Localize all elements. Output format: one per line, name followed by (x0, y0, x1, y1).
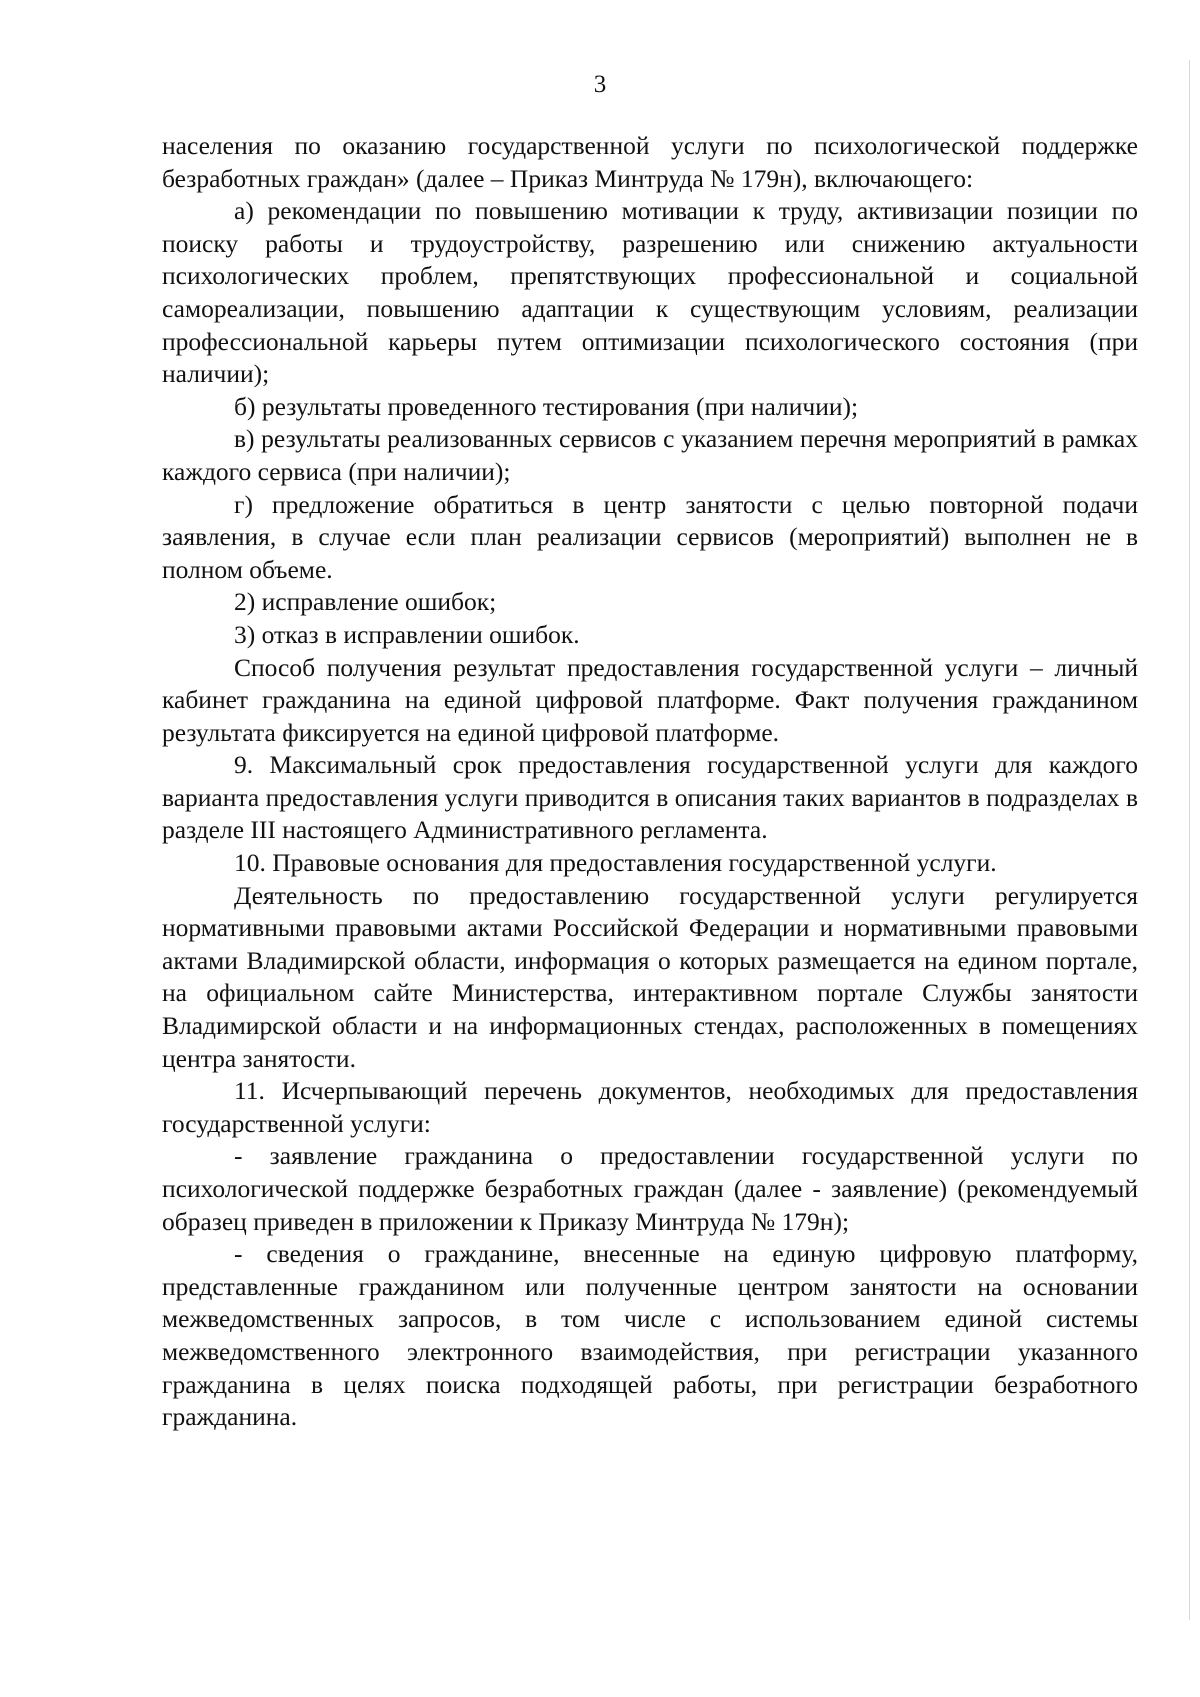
paragraph-list-citizen-info: - сведения о гражданине, внесенные на единую цифровую платформу, представленные гражданином или полученные центром занятости на основании межведомственных запросов, в том числе с использованием единой системы межведомственного электронного взаимодействия, при регистрации указанного гражданина в целях поиска подходящей работы, при регистрации безработного гражданина. (162, 1239, 1138, 1432)
page-number: 3 (593, 71, 607, 98)
scan-edge-line (1189, 60, 1190, 1620)
paragraph-item-2: 2) исправление ошибок; (234, 587, 497, 617)
paragraph-item-3: 3) отказ в исправлении ошибок. (234, 619, 580, 649)
paragraph-item-a: а) рекомендации по повышению мотивации к труду, активизации позиции по поиску работы и трудоустройству, разрешению или снижению актуальности психологических проблем, препятствующих профессиональной и социальной самореализации, повышению адаптации к существующим условиям, реализации профессиональной карьеры путем оптимизации психологического состояния (при наличии); (162, 196, 1138, 389)
paragraph-list-application: - заявление гражданина о предоставлении государственной услуги по психологической поддержке безработных граждан (далее - заявление) (рекомендуемый образец приведен в приложении к Приказу Минтруда № 179н); (162, 1141, 1138, 1236)
paragraph-result-method: Способ получения результат предоставления государственной услуги – личный кабинет гражданина на единой цифровой платформе. Факт получения гражданином результата фиксируется на единой цифровой платформе. (162, 652, 1138, 747)
document-body (162, 130, 1138, 1434)
paragraph-item-g: г) предложение обратиться в центр занятости с целью повторной подачи заявления, в случае если план реализации сервисов (мероприятий) выполнен не в полном объеме. (162, 489, 1138, 584)
paragraph-legal-basis: Деятельность по предоставлению государственной услуги регулируется нормативными правовыми актами Российской Федерации и нормативными правовыми актами Владимирской области, информация о которых размещается на едином портале, на официальном сайте Министерства, интерактивном портале Службы занятости Владимирской области и на информационных стендах, расположенных в помещениях центра занятости. (162, 880, 1138, 1073)
paragraph-continuation: населения по оказанию государственной услуги по психологической поддержке безработных граждан» (далее – Приказ Минтруда № 179н), включающего: (162, 131, 1138, 193)
paragraph-section-9: 9. Максимальный срок предоставления государственной услуги для каждого варианта предоставления услуги приводится в описания таких вариантов в подразделах в разделе III настоящего Административного регламента. (162, 750, 1138, 845)
paragraph-section-11: 11. Исчерпывающий перечень документов, необходимых для предоставления государственной услуги: (162, 1076, 1138, 1138)
paragraph-section-10: 10. Правовые основания для предоставления государственной услуги. (234, 848, 997, 878)
paragraph-item-v: в) результаты реализованных сервисов с указанием перечня мероприятий в рамках каждого сервиса (при наличии); (162, 424, 1138, 486)
paragraph-item-b: б) результаты проведенного тестирования (при наличии); (234, 391, 859, 421)
